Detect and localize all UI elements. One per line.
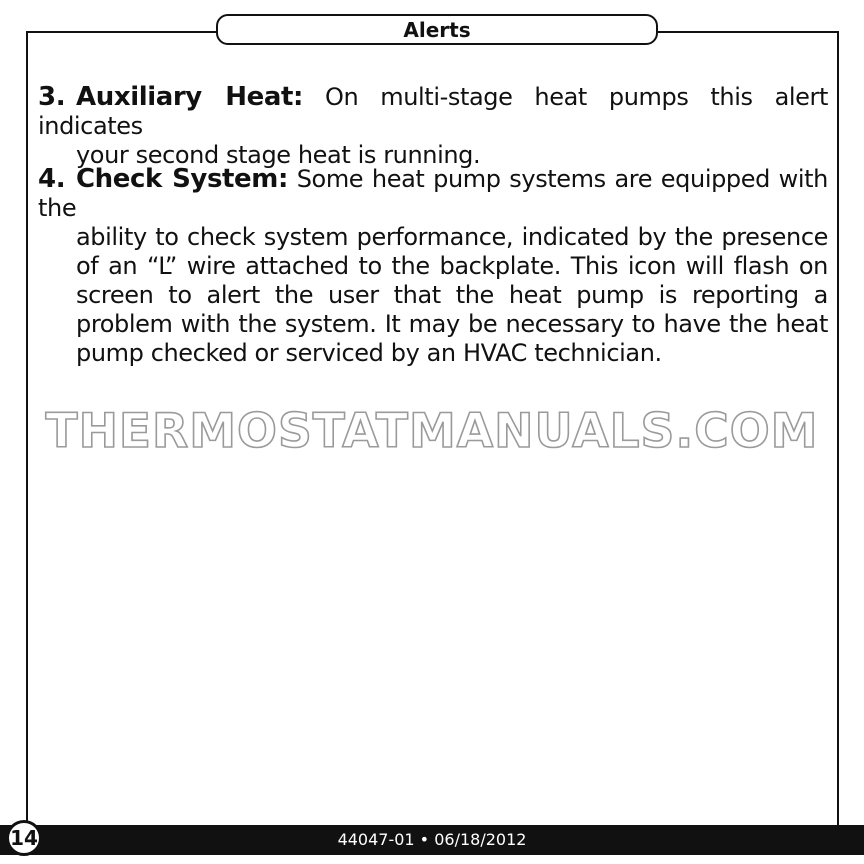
section-title: Alerts	[216, 14, 658, 45]
item-text: ability to check system performance, indicated by the presence of an “L” wire attached to the backplate. This icon will flash on screen to alert the user that the heat pump is reporting a problem with the system. It may be necessary to have the heat pump checked or serviced by an HVAC technician.	[76, 223, 828, 367]
alert-item-auxiliary-heat	[38, 83, 828, 170]
footer-doc-info: 44047-01 • 06/18/2012	[337, 830, 527, 849]
item-heading: Check System:	[76, 164, 288, 194]
item-text-first-line: Some heat pump systems are equipped with the	[38, 165, 828, 222]
item-number: 4.	[38, 164, 66, 194]
page-number: 14	[6, 820, 42, 856]
item-number: 3.	[38, 82, 66, 112]
watermark: THERMOSTATMANUALS.COM	[45, 404, 819, 459]
item-heading: Auxiliary Heat:	[76, 82, 304, 112]
item-text: your second stage heat is running.	[76, 141, 481, 169]
alert-item-check-system	[38, 165, 828, 368]
item-text-first-line: On multi-stage heat pumps this alert indicates	[38, 83, 828, 140]
